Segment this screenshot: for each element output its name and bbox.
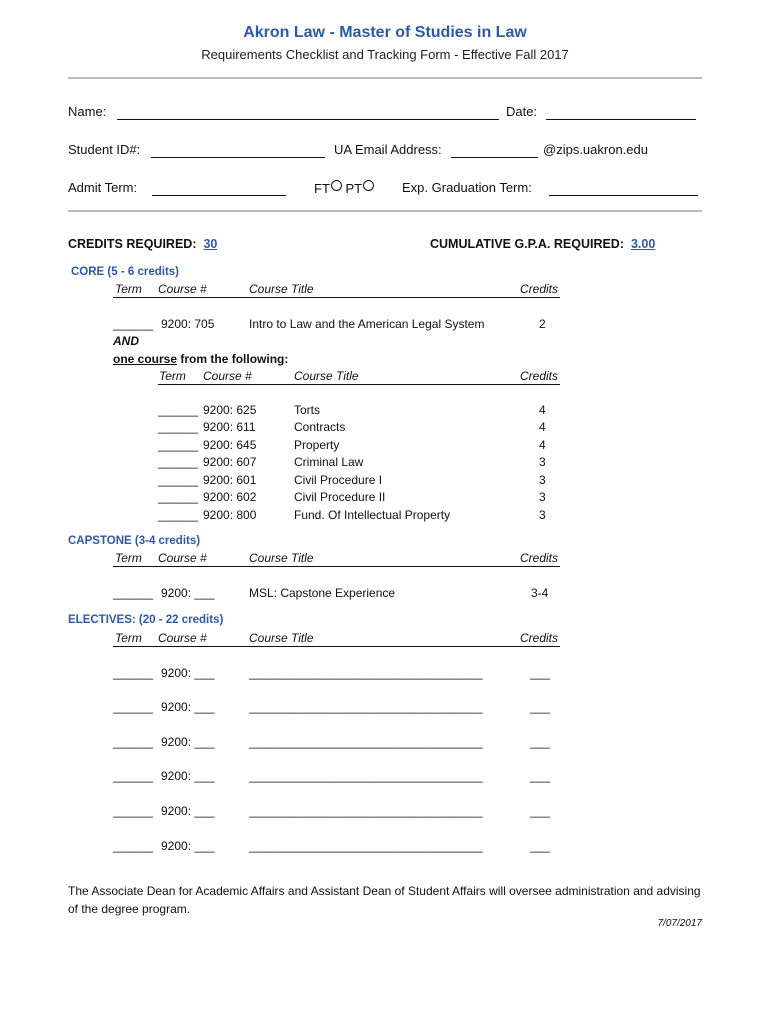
course-credits: 4 [539, 438, 546, 452]
course-number: 9200: 625 [203, 403, 257, 417]
term-blank[interactable]: ______ [113, 700, 154, 714]
course-title: Torts [294, 403, 321, 417]
term-header: Term [115, 551, 142, 565]
course-title: Criminal Law [294, 455, 364, 469]
course-credits: 4 [539, 403, 546, 417]
email-field[interactable] [451, 157, 538, 158]
capstone-heading: CAPSTONE (3-4 credits) [68, 535, 201, 547]
credits-header: Credits [520, 282, 559, 296]
email-label: UA Email Address: [334, 142, 442, 157]
term-blank[interactable]: ______ [113, 666, 154, 680]
course-number: 9200: 602 [203, 490, 257, 504]
header-underline [113, 297, 560, 298]
credits-blank[interactable]: ___ [530, 839, 551, 853]
date-label: Date: [506, 104, 538, 119]
credits-header: Credits [520, 551, 559, 565]
term-blank[interactable]: ______ [113, 317, 154, 331]
admit-term-label: Admit Term: [68, 180, 138, 195]
one-course-text: one course [113, 352, 178, 366]
ft-label: FT [314, 181, 330, 196]
course-title: Civil Procedure I [294, 473, 383, 487]
electives-heading: ELECTIVES: (20 - 22 credits) [68, 614, 224, 626]
course-header: Course # [158, 551, 207, 565]
footer-note: The Associate Dean for Academic Affairs and Assistant Dean of Student Affairs will oversee administration and advising of the degree program. [68, 884, 701, 916]
and-label: AND [113, 334, 139, 348]
term-header: Term [115, 282, 142, 296]
course-title-blank[interactable]: ___________________________________ [249, 666, 483, 680]
course-title-blank[interactable]: ___________________________________ [249, 735, 483, 749]
term-blank[interactable]: ______ [158, 508, 199, 522]
credits-label: CREDITS REQUIRED: [68, 237, 197, 251]
course-title: MSL: Capstone Experience [249, 586, 396, 600]
term-blank[interactable]: ______ [158, 455, 199, 469]
term-blank[interactable]: ______ [158, 438, 199, 452]
course-title: Fund. Of Intellectual Property [294, 508, 451, 522]
term-blank[interactable]: ______ [158, 473, 199, 487]
title-header: Course Title [249, 631, 314, 645]
grad-term-field[interactable] [549, 195, 698, 196]
top-divider [68, 77, 702, 79]
pt-label: PT [345, 181, 363, 196]
course-number[interactable]: 9200: ___ [161, 804, 215, 818]
course-title: Property [294, 438, 340, 452]
course-number[interactable]: 9200: ___ [161, 769, 215, 783]
from-following-text: from the following: [177, 352, 289, 366]
course-title: Civil Procedure II [294, 490, 386, 504]
term-blank[interactable]: ______ [113, 735, 154, 749]
course-number: 9200: 705 [161, 317, 215, 331]
course-title-blank[interactable]: ___________________________________ [249, 769, 483, 783]
ft-radio[interactable] [331, 180, 342, 191]
admit-term-field[interactable] [152, 195, 286, 196]
course-credits: 3 [539, 455, 546, 469]
title-header: Course Title [249, 551, 314, 565]
page-title: Akron Law - Master of Studies in Law [243, 24, 527, 41]
course-credits: 4 [539, 420, 546, 434]
term-blank[interactable]: ______ [113, 769, 154, 783]
name-field[interactable] [117, 119, 499, 120]
course-header: Course # [158, 282, 207, 296]
course-number: 9200: 611 [203, 420, 256, 434]
credits-header: Credits [520, 369, 559, 383]
credits-blank[interactable]: ___ [530, 735, 551, 749]
course-credits: 3 [539, 508, 546, 522]
course-credits: 3-4 [531, 586, 549, 600]
credits-value: 30 [203, 237, 218, 251]
enrollment-type [314, 180, 374, 196]
course-title: Contracts [294, 420, 346, 434]
course-number[interactable]: 9200: ___ [161, 586, 215, 600]
term-blank[interactable]: ______ [158, 403, 199, 417]
form-date: 7/07/2017 [657, 918, 702, 929]
course-title: Intro to Law and the American Legal System [249, 317, 485, 331]
course-number: 9200: 800 [203, 508, 257, 522]
term-blank[interactable]: ______ [113, 839, 154, 853]
fields-divider [68, 210, 702, 212]
term-blank[interactable]: ______ [158, 420, 199, 434]
course-number[interactable]: 9200: ___ [161, 839, 215, 853]
grad-term-label: Exp. Graduation Term: [402, 180, 532, 195]
course-number: 9200: 601 [203, 473, 257, 487]
name-label: Name: [68, 104, 107, 119]
term-header: Term [159, 369, 186, 383]
title-header: Course Title [249, 282, 314, 296]
term-blank[interactable]: ______ [158, 490, 199, 504]
credits-header: Credits [520, 631, 559, 645]
student-id-field[interactable] [151, 157, 325, 158]
student-id-label: Student ID#: [68, 142, 141, 157]
course-header: Course # [158, 631, 207, 645]
term-blank[interactable]: ______ [113, 804, 154, 818]
credits-blank[interactable]: ___ [530, 700, 551, 714]
course-title-blank[interactable]: ___________________________________ [249, 839, 483, 853]
credits-blank[interactable]: ___ [530, 804, 551, 818]
gpa-label: CUMULATIVE G.P.A. REQUIRED: [430, 237, 624, 251]
one-course-instruction [113, 352, 288, 366]
email-suffix: @zips.uakron.edu [543, 142, 648, 157]
course-number[interactable]: 9200: ___ [161, 700, 215, 714]
page-subtitle: Requirements Checklist and Tracking Form - Effective Fall 2017 [201, 47, 569, 62]
header-underline [158, 384, 560, 385]
header-underline [113, 566, 560, 567]
course-title-blank[interactable]: ___________________________________ [249, 700, 483, 714]
pt-radio[interactable] [363, 180, 374, 191]
credits-blank[interactable]: ___ [530, 769, 551, 783]
term-header: Term [115, 631, 142, 645]
core-heading: CORE (5 - 6 credits) [71, 266, 179, 278]
course-credits: 3 [539, 490, 546, 504]
gpa-value: 3.00 [630, 237, 656, 251]
header-underline [113, 646, 560, 647]
course-number: 9200: 607 [203, 455, 257, 469]
course-credits: 2 [539, 317, 546, 331]
course-number: 9200: 645 [203, 438, 257, 452]
date-field[interactable] [546, 119, 696, 120]
gpa-required [430, 237, 655, 251]
course-header: Course # [203, 369, 252, 383]
credits-required [68, 237, 217, 251]
course-title-blank[interactable]: ___________________________________ [249, 804, 483, 818]
credits-blank[interactable]: ___ [530, 666, 551, 680]
course-credits: 3 [539, 473, 546, 487]
title-header: Course Title [294, 369, 359, 383]
course-number[interactable]: 9200: ___ [161, 735, 215, 749]
term-blank[interactable]: ______ [113, 586, 154, 600]
course-number[interactable]: 9200: ___ [161, 666, 215, 680]
